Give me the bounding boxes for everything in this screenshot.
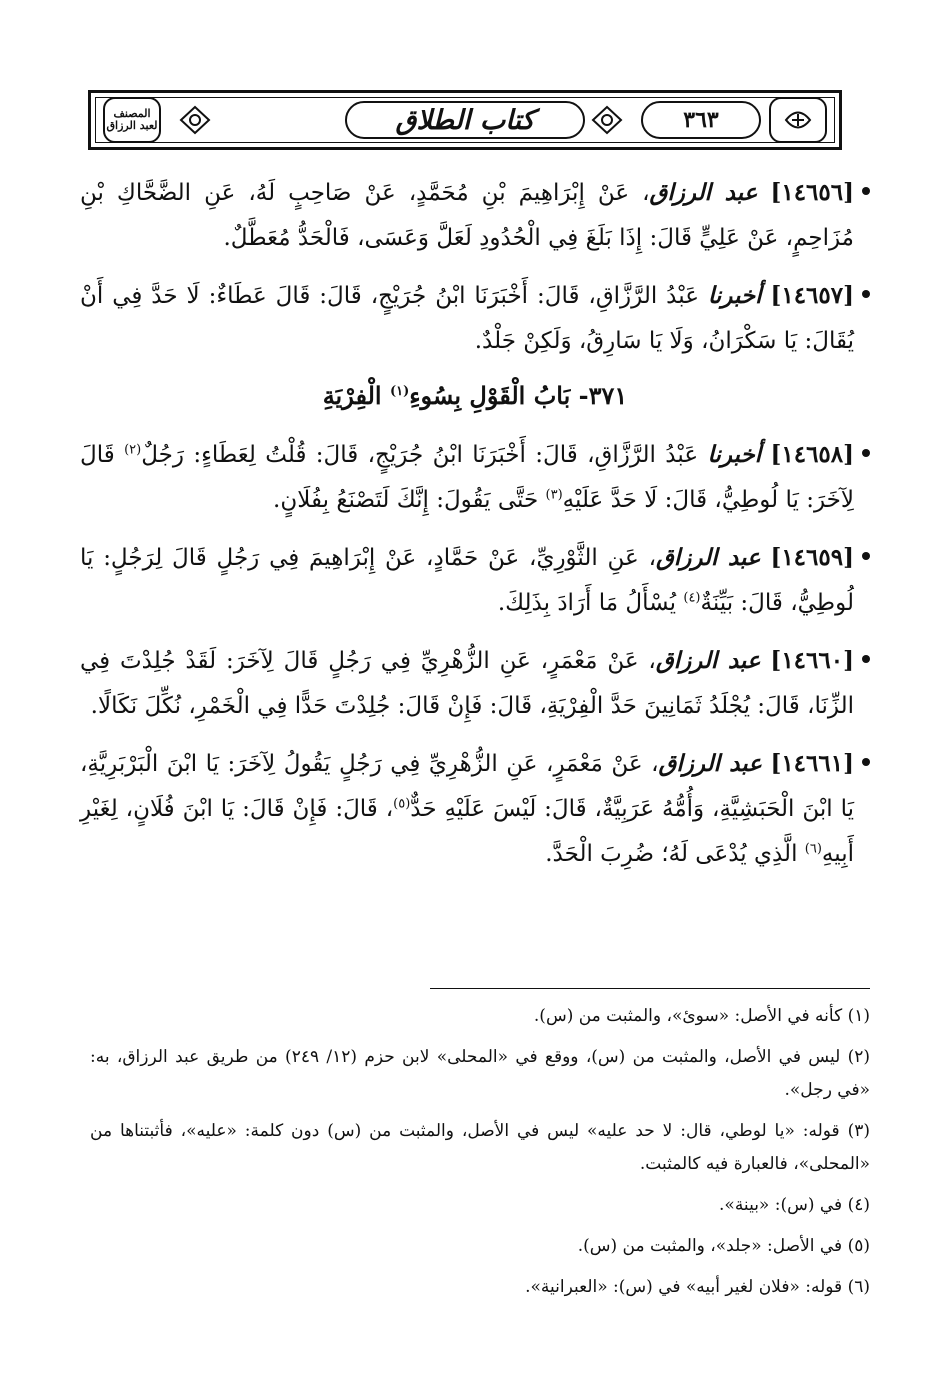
hadith-number: [١٤٦٥٨]	[770, 441, 855, 468]
hadith-text: ، عَنْ مَعْمَرٍ، عَنِ الزُّهْرِيِّ فِي رَجُلٍ قَالَ لِآخَرَ: لَقَدْ جُلِدْتَ فِي الزِّنَا، قَالَ: يُجْلَدُ ثَمَانِينَ حَدَّ الْفِرْيَةِ، قَالَ: فَإِنْ قَالَ: جُلِدْتَ حَدًّا فِي الْخَمْرِ، نُكِّلَ نَكَالًا.	[80, 648, 854, 719]
isnad-name: عبد الرزاق	[658, 750, 762, 777]
hadith-paragraph	[80, 273, 870, 364]
hadith-number: [١٤٦٥٩]	[770, 544, 854, 571]
hadith-paragraph	[80, 638, 870, 729]
hadith-paragraph	[80, 170, 870, 261]
footnote-separator	[430, 988, 870, 989]
isnad-name: عبد الرزاق	[656, 544, 761, 571]
hadith-paragraph	[80, 432, 870, 523]
footnote-marker: (٥)	[393, 796, 411, 812]
page-number: ٣٦٣	[683, 107, 719, 133]
footnote: (٣) قوله: «يا لوطي، قال: لا حد عليه» ليس في الأصل، والمثبت من (س) دون كلمة: «عليه»، فأثبتناها من «المحلى»، فالعبارة فيه كالمثبت.	[90, 1121, 870, 1174]
page-number-frame	[641, 101, 761, 139]
hadith-text: الَّذِي يُدْعَى لَهُ؛ ضُرِبَ الْحَدَّ.	[545, 841, 798, 867]
book-logo-line2: لعبد الرزاق	[106, 119, 158, 132]
ornament-icon	[177, 103, 213, 137]
hadith-text: عَبْدُ الرَّزَّاقِ، قَالَ: أَخْبَرَنَا ابْنُ جُرَيْجٍ، قَالَ: قُلْتُ لِعَطَاءٍ: رَجُلٌ	[141, 442, 699, 468]
hadith-number: [١٤٦٥٧]	[770, 282, 855, 309]
bullet-icon	[862, 449, 870, 457]
hadith-text: ، عَنْ إِبْرَاهِيمَ بْنِ مُحَمَّدٍ، عَنْ صَاحِبٍ لَهُ، عَنِ الضَّحَّاكِ بْنِ مُزَاحِمٍ، عَنْ عَلِيٍّ قَالَ: إِذَا بَلَغَ فِي الْحُدُودِ لَعَلَّ وَعَسَى، فَالْحَدُّ مُعَطَّلٌ.	[80, 180, 854, 251]
corner-ornament-icon	[780, 105, 816, 135]
footnote: (٦) قوله: «فلان لغير أبيه» في (س): «العبرانية».	[525, 1277, 870, 1297]
book-logo-line1: المصنف	[113, 107, 151, 120]
footnote: (١) كأنه في الأصل: «سوئ»، والمثبت من (س).	[533, 1006, 870, 1026]
hadith-text: عَبْدُ الرَّزَّاقِ، قَالَ: أَخْبَرَنَا ابْنُ جُرَيْجٍ، قَالَ: قَالَ عَطَاءٌ: لَا حَدَّ فِي أَنْ يُقَالَ: يَا سَكْرَانُ، وَلَا يَا سَارِقُ، وَلَكِنْ جَلْدٌ.	[80, 283, 854, 354]
bullet-icon	[862, 552, 870, 560]
isnad-name: عبد الرزاق	[655, 647, 761, 674]
footnotes	[90, 1000, 870, 1312]
footnote-marker: (٦)	[804, 841, 822, 857]
section-number: ٣٧١-	[578, 381, 628, 410]
hadith-paragraph	[80, 535, 870, 626]
corner-ornament	[769, 97, 827, 143]
hadith-text: ، عَنْ مَعْمَرٍ، عَنِ الزُّهْرِيِّ فِي رَجُلٍ يَقُولُ لِآخَرَ: يَا ابْنَ الْبَرْبَرِيَّةِ، يَا ابْنَ الْحَبَشِيَّةِ، وَأُمُّهُ عَرَبِيَّةٌ، قَالَ: لَيْسَ عَلَيْهِ حَدٌّ	[80, 751, 854, 822]
hadith-text: ، عَنِ الثَّوْرِيِّ، عَنْ حَمَّادٍ، عَنْ إِبْرَاهِيمَ فِي رَجُلٍ قَالَ لِرَجُلٍ: يَا لُوطِيُّ، قَالَ: بَيِّنَةٌ	[80, 545, 854, 616]
page-header	[88, 90, 842, 150]
hadith-number: [١٤٦٥٦]	[770, 179, 855, 206]
section-heading	[80, 376, 870, 416]
footnote: (٥) في الأصل: «جلد»، والمثبت من (س).	[577, 1236, 870, 1256]
bullet-icon	[862, 187, 870, 195]
main-text	[80, 170, 870, 889]
chapter-title-frame	[345, 101, 585, 139]
footnote: (٤) في (س): «بينة».	[719, 1195, 870, 1215]
book-logo	[103, 97, 161, 143]
footnote-marker: (٤)	[683, 590, 701, 606]
section-title: بَابُ الْقَوْلِ بِسُوءِ	[409, 381, 571, 410]
footnote-marker: (٣)	[545, 487, 563, 503]
hadith-text: يُسْأَلُ مَا أَرَادَ بِذَلِكَ.	[497, 590, 677, 616]
hadith-number: [١٤٦٦٠]	[770, 647, 854, 674]
footnote: (٢) ليس في الأصل، والمثبت من (س)، ووقع في «المحلى» لابن حزم (١٢/ ٢٤٩) من طريق عبد الرزاق، به: «في رجل».	[90, 1047, 870, 1100]
isnad-name: أخبرنا	[707, 441, 762, 468]
bullet-icon	[862, 758, 870, 766]
footnote-marker: (١)	[389, 384, 410, 399]
chapter-title: كتاب الطلاق	[395, 104, 535, 136]
isnad-name: أخبرنا	[707, 282, 762, 309]
hadith-text: حَتَّى يَقُولَ: إِنَّكَ لَتَصْنَعُ بِفُلَانٍ.	[273, 487, 539, 513]
bullet-icon	[862, 655, 870, 663]
section-title-end: الْفِرْيَةِ	[322, 381, 382, 410]
bullet-icon	[862, 290, 870, 298]
ornament-icon	[589, 103, 625, 137]
hadith-paragraph	[80, 741, 870, 877]
hadith-text: ، قَالَ: فَإِنْ قَالَ: يَا ابْنَ فُلَانٍ، لِغَيْرِ أَبِيهِ	[80, 796, 854, 867]
hadith-number: [١٤٦٦١]	[770, 750, 854, 777]
isnad-name: عبد الرزاق	[649, 179, 758, 206]
hadith-text: قَالَ لِآخَرَ: يَا لُوطِيُّ، قَالَ: لَا حَدَّ عَلَيْهِ	[80, 442, 854, 513]
footnote-marker: (٢)	[124, 442, 142, 458]
